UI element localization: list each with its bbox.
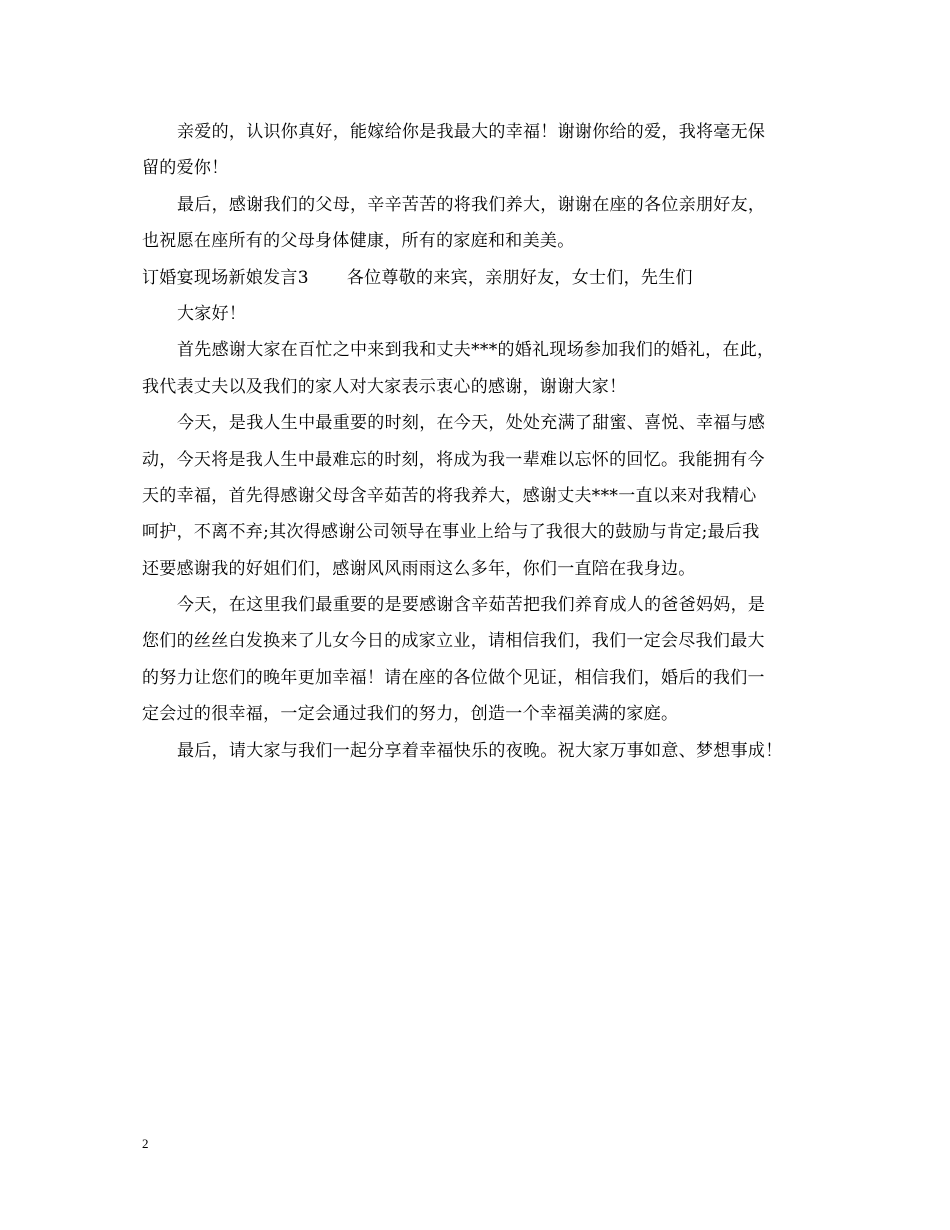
salutation: 各位尊敬的来宾，亲朋好友，女士们，先生们 bbox=[346, 267, 693, 288]
paragraph-line: 亲爱的，认识你真好，能嫁给你是我最大的幸福！谢谢你给的爱，我将毫无保 bbox=[177, 122, 766, 142]
paragraph-line: 留的爱你！ bbox=[142, 158, 229, 179]
paragraph-line: 的努力让您们的晚年更加幸福！请在座的各位做个见证，相信我们，婚后的我们一 bbox=[142, 667, 765, 688]
paragraph-line: 定会过的很幸福，一定会通过我们的努力，创造一个幸福美满的家庭。 bbox=[142, 704, 679, 725]
paragraph-line: 天的幸福，首先得感谢父母含辛茹苦的将我养大，感谢丈夫***一直以来对我精心 bbox=[142, 485, 757, 506]
document-body bbox=[142, 114, 837, 769]
paragraph-line: 今天，是我人生中最重要的时刻，在今天，处处充满了甜蜜、喜悦、幸福与感 bbox=[177, 413, 766, 434]
paragraph-line: 您们的丝丝白发换来了儿女今日的成家立业，请相信我们，我们一定会尽我们最大 bbox=[142, 631, 765, 652]
paragraph-line: 最后，感谢我们的父母，辛辛苦苦的将我们养大，谢谢在座的各位亲朋好友， bbox=[177, 194, 766, 215]
paragraph-line: 也祝愿在座所有的父母身体健康，所有的家庭和和美美。 bbox=[142, 231, 575, 252]
section-heading-line bbox=[142, 260, 837, 296]
page-number: 2 bbox=[142, 1136, 149, 1151]
paragraph-line: 首先感谢大家在百忙之中来到我和丈夫***的婚礼现场参加我们的婚礼，在此， bbox=[177, 340, 775, 361]
paragraph-line: 今天，在这里我们最重要的是要感谢含辛茹苦把我们养育成人的爸爸妈妈，是 bbox=[177, 595, 766, 616]
paragraph-line: 最后，请大家与我们一起分享着幸福快乐的夜晚。祝大家万事如意、梦想事成！ bbox=[177, 740, 783, 761]
paragraph-line: 动，今天将是我人生中最难忘的时刻，将成为我一辈难以忘怀的回忆。我能拥有今 bbox=[142, 449, 765, 470]
paragraph-line: 呵护，不离不弃;其次得感谢公司领导在事业上给与了我很大的鼓励与肯定;最后我 bbox=[142, 522, 760, 543]
paragraph-line: 我代表丈夫以及我们的家人对大家表示衷心的感谢，谢谢大家！ bbox=[142, 376, 627, 397]
paragraph-line: 还要感谢我的好姐们们，感谢风风雨雨这么多年，你们一直陪在我身边。 bbox=[142, 558, 696, 579]
paragraph-line: 大家好！ bbox=[177, 303, 247, 324]
section-title: 订婚宴现场新娘发言3 bbox=[142, 267, 309, 288]
